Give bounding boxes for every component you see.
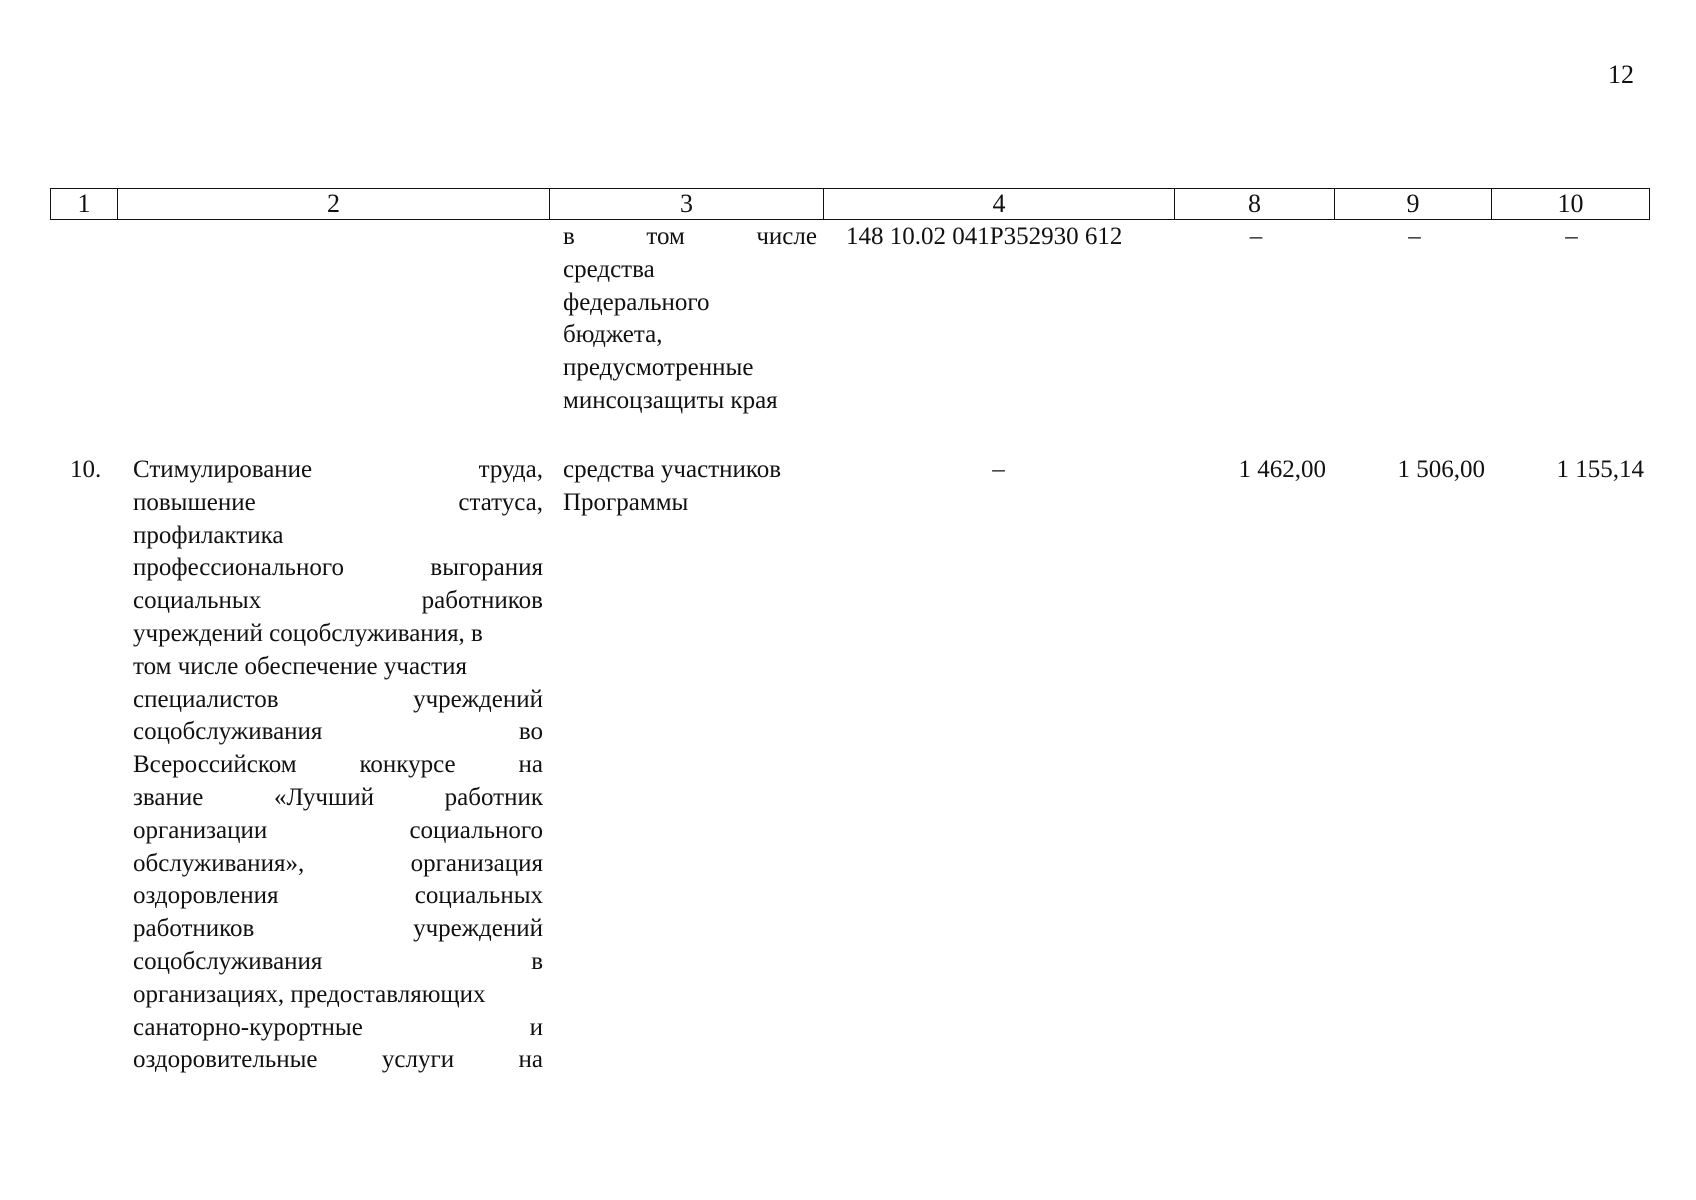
text-line: учреждений соцобслуживания, в [133,619,483,647]
text-line: средства участников [563,456,782,483]
text-line: средства [563,255,655,283]
header-col-4: 4 [824,189,1175,219]
text-line: специалистов учреждений [133,685,543,713]
text-line: обслуживания», организация [133,849,543,877]
continuation-source-cell [563,221,817,418]
text-line: повышение статуса, [133,488,543,516]
header-col-9: 9 [1335,189,1492,219]
table-header-row [50,188,1650,220]
text-line: предусмотренные [563,354,754,382]
text-line: соцобслуживания во [133,718,543,746]
text-line: Программы [563,488,689,516]
text-line: оздоровления социальных [133,882,543,910]
text-line: работников учреждений [133,915,543,943]
text-line: организации социального [133,816,543,844]
row-10-code-cell: – [992,456,1005,483]
continuation-col9-cell: – [1408,223,1421,250]
text-line: профессионального выгорания [133,554,543,582]
text-line: оздоровительные услуги на [133,1046,543,1074]
header-col-2: 2 [118,189,550,219]
text-line: санаторно-курортные и [133,1013,543,1041]
text-line: звание «Лучший работник [133,783,543,811]
row-10-col10-cell: 1 155,14 [1556,456,1644,483]
header-col-3: 3 [550,189,824,219]
header-col-10: 10 [1557,189,1584,218]
text-line: федерального [563,288,710,316]
text-line: бюджета, [563,321,663,349]
text-line: социальных работников [133,587,543,615]
row-10-source-cell [563,454,823,520]
text-line: в том числе [563,223,817,250]
text-line: организациях, предоставляющих [133,980,486,1008]
row-10-description [133,454,543,1077]
header-col-1: 1 [51,189,118,219]
text-line: Стимулирование труда, [133,456,543,483]
row-10-number: 10. [70,456,102,483]
text-line: Всероссийском конкурсе на [133,751,543,779]
text-line: том числе обеспечение участия [133,652,467,680]
text-line: соцобслуживания в [133,947,543,975]
text-line: минсоцзащиты края [563,386,778,414]
header-col-8: 8 [1175,189,1335,219]
text-line: профилактика [133,521,284,549]
continuation-col10-cell: – [1565,223,1578,250]
continuation-code-cell: 148 10.02 041Р352930 612 [846,223,1123,250]
row-10-col9-cell: 1 506,00 [1397,456,1485,483]
row-10-col8-cell: 1 462,00 [1238,456,1326,483]
continuation-col8-cell: – [1249,223,1263,250]
page-number: 12 [1608,60,1634,89]
